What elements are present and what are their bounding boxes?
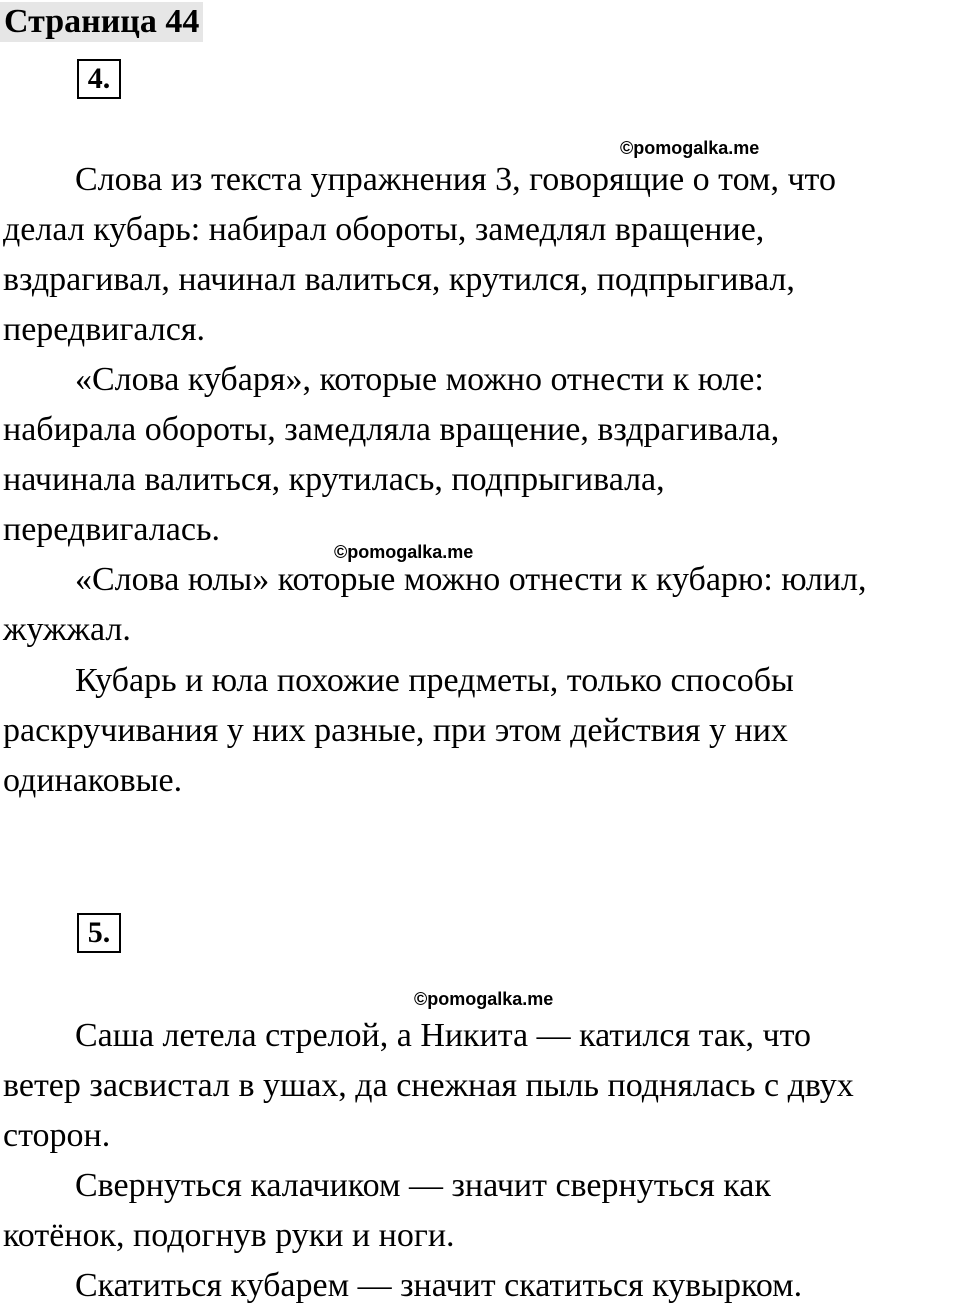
text-line: «Слова кубаря», которые можно отнести к юле: [75,361,764,398]
task-4-paragraph-2 [3,355,958,555]
watermark: ©pomogalka.me [620,138,760,158]
text-line: делал кубарь: набирал обороты, замедлял вращение, [3,211,765,248]
text-line: вздрагивал, начинал валиться, крутился, подпрыгивал, [3,261,795,298]
text-line: котёнок, подогнув руки и ноги. [3,1217,455,1254]
text-line: передвигался. [3,311,206,348]
task-5-paragraph-1 [3,1011,958,1161]
watermark: ©pomogalka.me [334,542,474,562]
text-line: Скатиться кубарем — значит скатиться кувырком. [75,1267,803,1304]
text-line: Саша летела стрелой, а Никита — катился так, что [75,1017,811,1054]
text-line: Кубарь и юла похожие предметы, только способы [75,662,794,699]
text-line: одинаковые. [3,762,183,799]
text-line: «Слова юлы» которые можно отнести к кубарю: юлил, [75,561,867,598]
text-line: ветер засвистал в ушах, да снежная пыль поднялась с двух [3,1067,854,1104]
watermark: ©pomogalka.me [414,989,554,1009]
text-line: передвигалась. [3,511,220,548]
task-number-4: 4. [77,59,121,99]
task-5-paragraph-3 [3,1261,958,1311]
text-line: сторон. [3,1117,111,1154]
text-line: Свернуться калачиком — значит свернуться как [75,1167,771,1204]
text-line: раскручивания у них разные, при этом действия у них [3,712,788,749]
task-4-paragraph-4 [3,656,958,806]
task-4-paragraph-3 [3,555,958,655]
text-line: Слова из текста упражнения 3, говорящие о том, что [75,161,836,198]
text-line: начинала валиться, крутилась, подпрыгивала, [3,461,665,498]
page-title: Страница 44 [0,2,203,42]
task-number-5: 5. [77,913,121,953]
task-5-paragraph-2 [3,1161,958,1261]
task-4-paragraph-1 [3,155,958,355]
text-line: жужжал. [3,611,131,648]
text-line: набирала обороты, замедляла вращение, вздрагивала, [3,411,780,448]
